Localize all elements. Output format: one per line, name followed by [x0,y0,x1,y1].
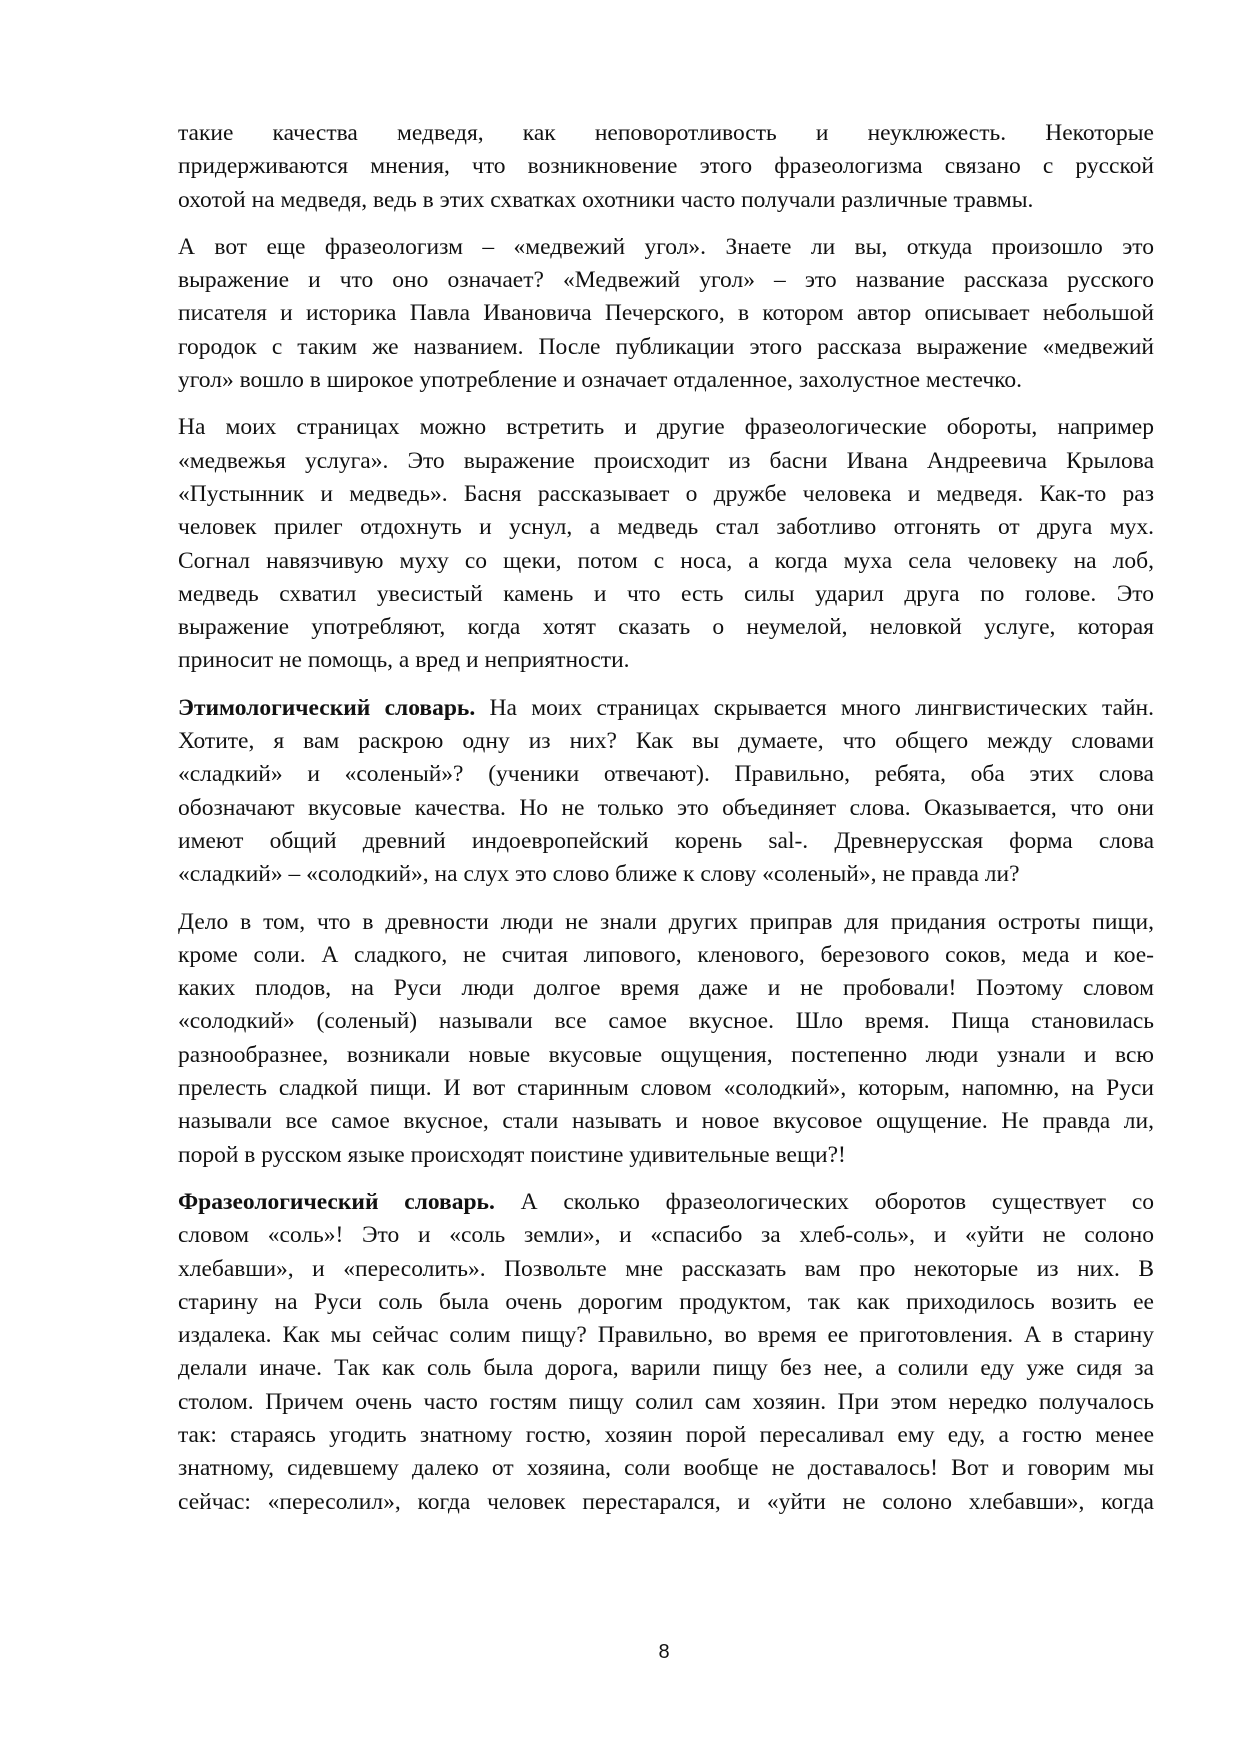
text-line: медведь схватил увесистый камень и что есть силы ударил друга по голове. Это [178,580,1154,607]
text-line: Дело в том, что в древности люди не знали других приправ для придания остроты пищи, [178,908,1154,935]
text-line: А вот еще фразеологизм – «медвежий угол». Знаете ли вы, откуда произошло это [178,233,1154,260]
text-line: издалека. Как мы сейчас солим пищу? Правильно, во время ее приготовления. А в старину [178,1322,1154,1349]
section-heading-phraseological: Фразеологический словарь. [178,1188,495,1215]
paragraph-5 [178,906,1154,1172]
text-line: столом. Причем очень часто гостям пищу солил сам хозяин. При этом нередко получалось [178,1388,1154,1415]
text-line: выражение и что оно означает? «Медвежий угол» – это название рассказа русского [178,267,1154,294]
section-heading-etymological: Этимологический словарь. [178,694,476,721]
text-line: придерживаются мнения, что возникновение этого фразеологизма связано с русской [178,153,1154,180]
paragraph-1 [178,117,1154,217]
text-line: приносит не помощь, а вред и неприятности. [178,647,630,674]
text-line: выражение употребляют, когда хотят сказать о неумелой, неловкой услуге, которая [178,614,1154,641]
paragraph-2 [178,231,1154,397]
text-line: делали иначе. Так как соль была дорога, варили пищу без нее, а солили еду уже сидя за [178,1355,1154,1382]
paragraph-3 [178,411,1154,677]
text-line: прелесть сладкой пищи. И вот старинным словом «солодкий», которым, напомню, на Руси [178,1075,1154,1102]
text-line: разнообразнее, возникали новые вкусовые ощущения, постепенно люди узнали и всю [178,1041,1154,1068]
page-number: 8 [658,1641,670,1663]
text-line: старину на Руси соль была очень дорогим продуктом, так как приходилось возить ее [178,1288,1154,1315]
text-line: «сладкий» и «соленый»? (ученики отвечают). Правильно, ребята, оба этих слова [178,761,1154,788]
text-line: Согнал навязчивую муху со щеки, потом с носа, а когда муха села человеку на лоб, [178,547,1154,574]
text-line: обозначают вкусовые качества. Но не только это объединяет слова. Оказывается, что они [178,794,1154,821]
text-line: сейчас: «пересолил», когда человек перестарался, и «уйти не солоно хлебавши», когда [178,1488,1154,1515]
text-line: писателя и историка Павла Ивановича Печерского, в котором автор описывает небольшой [178,300,1154,327]
text-line: знатному, сидевшему далеко от хозяина, соли вообще не доставалось! Вот и говорим мы [178,1455,1154,1482]
text-line: имеют общий древний индоевропейский корень sal-. Древнерусская форма слова [178,827,1154,854]
text-line [178,692,1154,725]
text-line: городок с таким же названием. После публикации этого рассказа выражение «медвежий [178,333,1154,360]
document-body [178,117,1154,1533]
paragraph-etymological-dictionary [178,692,1154,892]
text-line: На моих страницах можно встретить и другие фразеологические обороты, например [178,414,1154,441]
text-line: называли все самое вкусное, стали называть и новое вкусовое ощущение. Не правда ли, [178,1108,1154,1135]
text-line: каких плодов, на Руси люди долгое время даже и не пробовали! Поэтому словом [178,975,1154,1002]
text-line: «солодкий» (соленый) называли все самое вкусное. Шло время. Пища становилась [178,1008,1154,1035]
text-line: такие качества медведя, как неповоротливость и неуклюжесть. Некоторые [178,120,1154,146]
text-line: хлебавши», и «пересолить». Позвольте мне рассказать вам про некоторые из них. В [178,1255,1154,1282]
text-line: «медвежья услуга». Это выражение происходит из басни Ивана Андреевича Крылова [178,447,1154,474]
text-fragment: А сколько фразеологических оборотов существует со [494,1188,1154,1215]
text-line: словом «соль»! Это и «соль земли», и «спасибо за хлеб-соль», и «уйти не солоно [178,1222,1154,1249]
text-line: человек прилег отдохнуть и уснул, а медведь стал заботливо отгонять от друга мух. [178,514,1154,541]
text-line: угол» вошло в широкое употребление и означает отдаленное, захолустное местечко. [178,367,1023,394]
text-line: Хотите, я вам раскрою одну из них? Как вы думаете, что общего между словами [178,728,1154,755]
text-line: «Пустынник и медведь». Басня рассказывает о дружбе человека и медведя. Как-то раз [178,480,1154,507]
text-line: кроме соли. А сладкого, не считая липового, кленового, березового соков, меда и кое- [178,941,1154,968]
paragraph-phraseological-dictionary [178,1186,1154,1519]
text-line: порой в русском языке происходят поистине удивительные вещи?! [178,1141,846,1168]
text-line: охотой на медведя, ведь в этих схватках охотники часто получали различные травмы. [178,186,1034,213]
text-line: так: стараясь угодить знатному гостю, хозяин порой пересаливал ему еду, а гостю менее [178,1421,1154,1448]
text-fragment: На моих страницах скрывается много лингвистических тайн. [475,694,1155,721]
text-line [178,1186,1154,1219]
text-line: «сладкий» – «солодкий», на слух это слово ближе к слову «соленый», не правда ли? [178,861,1020,888]
